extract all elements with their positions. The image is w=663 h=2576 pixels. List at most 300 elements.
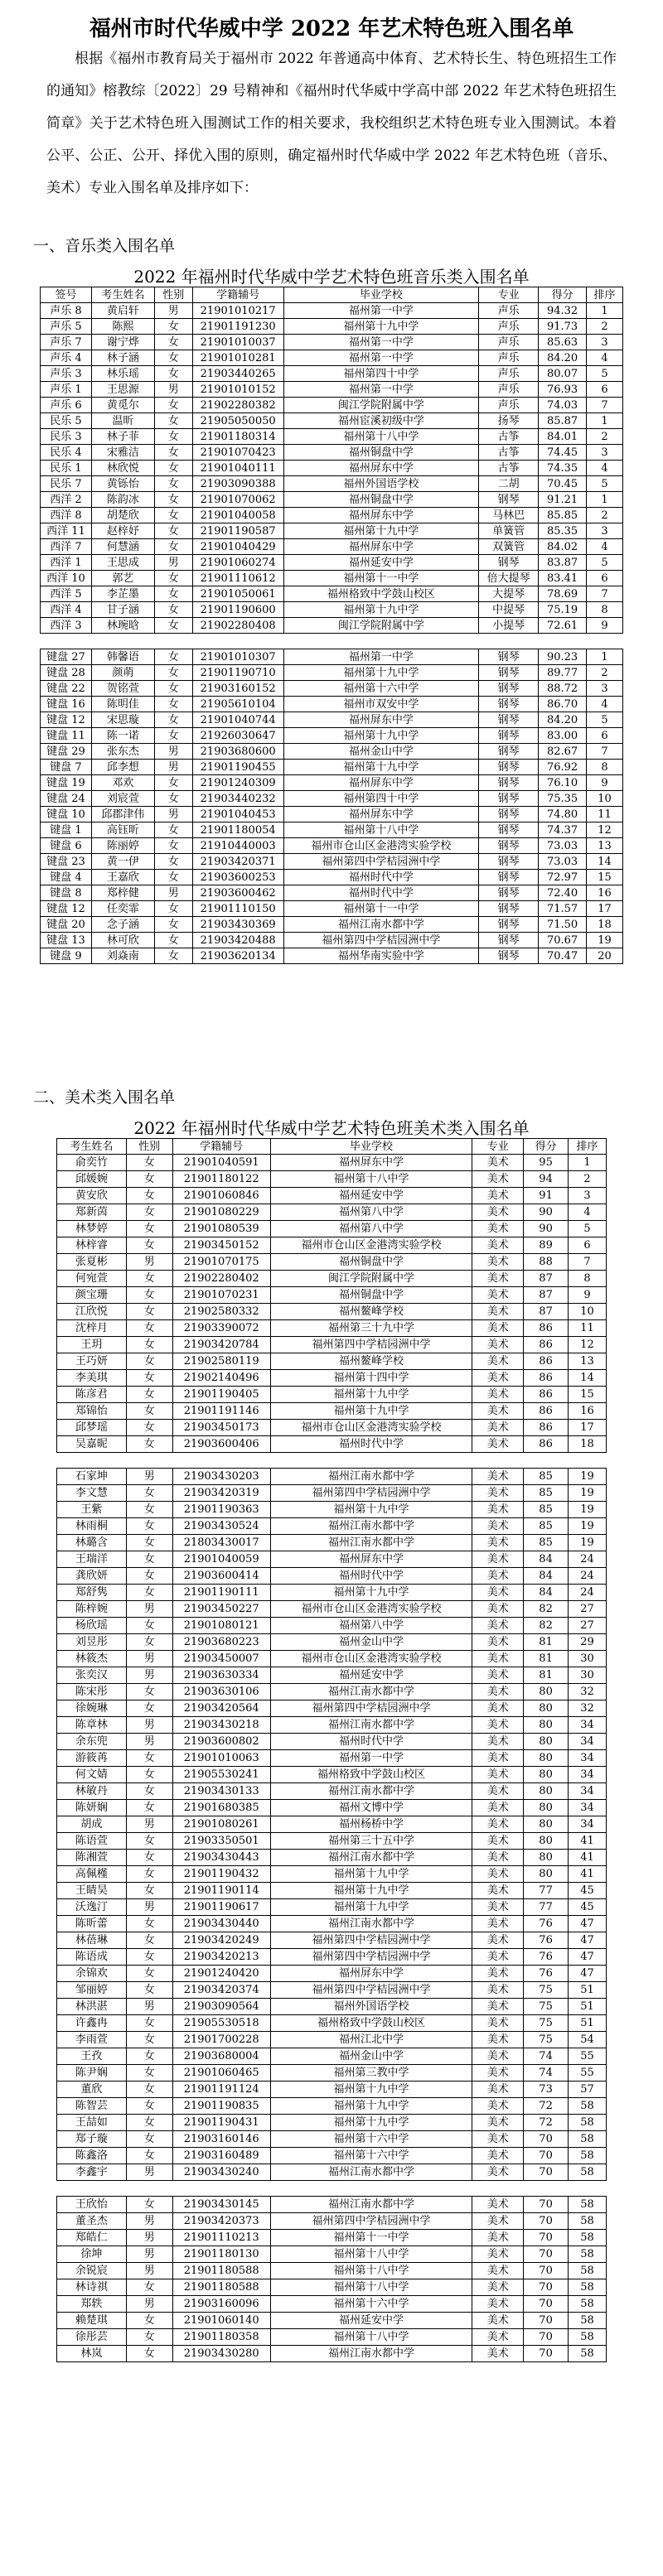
table-cell: 21903430369 xyxy=(192,917,283,933)
table-cell: 27 xyxy=(569,1618,607,1634)
table-cell: 福州时代中学 xyxy=(270,1734,472,1750)
group-spacer xyxy=(57,2181,607,2197)
table-cell: 55 xyxy=(569,2048,607,2065)
table-cell: 美术 xyxy=(472,1999,524,2015)
table-row xyxy=(57,2048,607,2065)
art-table-header xyxy=(57,1139,607,1155)
table-cell: 西洋 8 xyxy=(41,508,92,523)
table-cell: 女 xyxy=(126,2346,172,2362)
table-cell: 女 xyxy=(126,1171,172,1188)
table-cell: 女 xyxy=(126,1485,172,1502)
table-cell: 福州第十九中学 xyxy=(283,728,479,744)
table-cell: 王嘉欣 xyxy=(91,870,154,885)
table-cell: 21901700228 xyxy=(172,2032,270,2048)
table-cell: 男 xyxy=(126,1999,172,2015)
table-cell: 10 xyxy=(587,791,623,807)
table-cell: 94.32 xyxy=(539,303,587,319)
table-cell: 女 xyxy=(154,508,192,523)
column-header: 学籍辅号 xyxy=(192,287,283,303)
table-cell: 82 xyxy=(524,1618,569,1634)
table-cell: 21903430440 xyxy=(172,1916,270,1932)
table-cell: 美术 xyxy=(472,1469,524,1485)
table-row xyxy=(57,1188,607,1204)
table-cell: 21901040058 xyxy=(192,508,283,523)
table-cell: 17 xyxy=(587,901,623,917)
table-cell: 陈明佳 xyxy=(91,697,154,712)
table-cell: 男 xyxy=(126,2164,172,2181)
column-header: 专业 xyxy=(472,1139,524,1155)
table-cell: 吴嘉昵 xyxy=(57,1436,127,1453)
table-cell: 陈章林 xyxy=(57,1717,127,1734)
table-cell: 福州第八中学 xyxy=(270,1221,472,1237)
table-cell: 钢琴 xyxy=(479,728,539,744)
table-cell: 34 xyxy=(569,1717,607,1734)
table-row xyxy=(57,2082,607,2098)
table-cell: 86 xyxy=(524,1337,569,1353)
table-cell: 女 xyxy=(126,1916,172,1932)
table-cell: 89.77 xyxy=(539,665,587,681)
table-row xyxy=(57,1883,607,1899)
table-cell: 21902280382 xyxy=(192,398,283,413)
table-cell: 福州第一中学 xyxy=(283,649,479,665)
table-row xyxy=(57,1304,607,1320)
table-cell: 林梦婷 xyxy=(57,1221,127,1237)
table-cell: 福州第四中学桔园洲中学 xyxy=(270,1982,472,1999)
table-cell: 福州第十九中学 xyxy=(270,1403,472,1420)
table-cell: 21902580119 xyxy=(172,1353,270,1370)
table-cell: 美术 xyxy=(472,2230,524,2246)
table-cell: 1 xyxy=(587,649,623,665)
table-cell: 21903420784 xyxy=(172,1337,270,1353)
table-cell: 键盘 1 xyxy=(41,822,92,838)
table-cell: 颜萌 xyxy=(91,665,154,681)
table-cell: 15 xyxy=(587,870,623,885)
table-cell: 女 xyxy=(154,366,192,382)
table-cell: 黄安欣 xyxy=(57,1188,127,1204)
table-cell: 21901190405 xyxy=(172,1387,270,1403)
table-cell: 95 xyxy=(524,1155,569,1171)
table-cell: 陈智芸 xyxy=(57,2098,127,2115)
table-cell: 80 xyxy=(524,1866,569,1883)
table-row xyxy=(57,1254,607,1271)
table-cell: 郭艺 xyxy=(91,571,154,586)
table-cell: 71.50 xyxy=(539,917,587,933)
table-row xyxy=(57,1618,607,1634)
table-row xyxy=(57,2313,607,2329)
table-cell: 21903420371 xyxy=(192,854,283,870)
table-cell: 李文慧 xyxy=(57,1485,127,1502)
table-cell: 扬琴 xyxy=(479,413,539,429)
music-section-heading: 一、音乐类入围名单 xyxy=(33,237,176,255)
table-cell: 21901070231 xyxy=(172,1287,270,1304)
table-cell: 赵梓妤 xyxy=(91,523,154,539)
table-cell: 21903430218 xyxy=(172,1717,270,1734)
table-cell: 郑轶 xyxy=(57,2296,127,2313)
table-cell: 声乐 6 xyxy=(41,398,92,413)
table-cell: 21903600406 xyxy=(172,1436,270,1453)
table-cell: 王巧妍 xyxy=(57,1353,127,1370)
table-cell: 林诗祺 xyxy=(57,2279,127,2296)
table-cell: 沈梓月 xyxy=(57,1320,127,1337)
table-cell: 福州第一中学 xyxy=(283,350,479,366)
table-cell: 70.45 xyxy=(539,476,587,492)
table-cell: 81 xyxy=(524,1651,569,1667)
table-cell: 美术 xyxy=(472,1833,524,1850)
table-cell: 21901040744 xyxy=(192,712,283,728)
table-cell: 58 xyxy=(569,2213,607,2230)
table-cell: 男 xyxy=(126,2213,172,2230)
table-cell: 钢琴 xyxy=(479,744,539,760)
table-cell: 80.07 xyxy=(539,366,587,382)
table-cell: 女 xyxy=(154,649,192,665)
table-cell: 男 xyxy=(154,303,192,319)
table-row xyxy=(57,1800,607,1816)
table-cell: 声乐 xyxy=(479,382,539,398)
table-cell: 85 xyxy=(524,1535,569,1551)
table-cell: 声乐 xyxy=(479,366,539,382)
table-cell: 54 xyxy=(569,2032,607,2048)
table-cell: 21903430280 xyxy=(172,2346,270,2362)
table-cell: 宋雅洁 xyxy=(91,445,154,461)
table-cell: 林敏丹 xyxy=(57,1783,127,1800)
table-cell: 福州格致中学鼓山校区 xyxy=(270,2015,472,2032)
table-cell: 男 xyxy=(126,1601,172,1618)
table-row xyxy=(57,1568,607,1585)
table-row xyxy=(57,2065,607,2082)
table-cell: 4 xyxy=(587,539,623,555)
table-cell: 47 xyxy=(569,1932,607,1949)
table-cell: 王玥 xyxy=(57,1337,127,1353)
table-cell: 70 xyxy=(524,2246,569,2263)
table-cell: 福州外国语学校 xyxy=(270,1999,472,2015)
table-cell: 3 xyxy=(587,523,623,539)
table-cell: 美术 xyxy=(472,1403,524,1420)
table-cell: 58 xyxy=(569,2115,607,2131)
table-row xyxy=(41,838,623,854)
table-cell: 21903630334 xyxy=(172,1667,270,1684)
table-cell: 黄觅尔 xyxy=(91,398,154,413)
table-cell: 声乐 4 xyxy=(41,350,92,366)
table-cell: 美术 xyxy=(472,1254,524,1271)
table-cell: 福州市仓山区金港湾实验学校 xyxy=(270,1420,472,1436)
table-cell: 51 xyxy=(569,1999,607,2015)
table-cell: 女 xyxy=(126,1204,172,1221)
table-cell: 美术 xyxy=(472,2197,524,2213)
table-cell: 郑梓健 xyxy=(91,885,154,901)
table-cell: 女 xyxy=(126,2065,172,2082)
table-cell: 福州铜盘中学 xyxy=(283,492,479,508)
table-cell: 女 xyxy=(126,1585,172,1601)
table-cell: 21901010281 xyxy=(192,350,283,366)
table-cell: 许鑫冉 xyxy=(57,2015,127,2032)
table-row xyxy=(41,461,623,476)
table-cell: 94 xyxy=(524,1171,569,1188)
table-cell: 72.61 xyxy=(539,618,587,634)
table-cell: 51 xyxy=(569,1982,607,1999)
table-cell: 83.00 xyxy=(539,728,587,744)
table-cell: 福州屏东中学 xyxy=(283,807,479,822)
table-row xyxy=(41,366,623,382)
table-cell: 福州第一中学 xyxy=(283,382,479,398)
table-cell: 女 xyxy=(154,901,192,917)
table-row xyxy=(57,1783,607,1800)
table-cell: 福州第十六中学 xyxy=(270,2131,472,2148)
table-row xyxy=(41,429,623,445)
table-cell: 13 xyxy=(569,1353,607,1370)
table-cell: 沃逸汀 xyxy=(57,1899,127,1916)
table-cell: 徐婉琳 xyxy=(57,1700,127,1717)
table-cell: 女 xyxy=(126,1783,172,1800)
table-cell: 85.85 xyxy=(539,508,587,523)
table-cell: 21901050061 xyxy=(192,586,283,602)
table-row xyxy=(41,571,623,586)
table-cell: 女 xyxy=(154,398,192,413)
table-cell: 声乐 7 xyxy=(41,335,92,350)
table-cell: 女 xyxy=(126,1155,172,1171)
table-cell: 美术 xyxy=(472,1535,524,1551)
table-cell: 福州第三十九中学 xyxy=(270,1320,472,1337)
table-row xyxy=(57,1684,607,1700)
table-cell: 21902280402 xyxy=(172,1271,270,1287)
table-cell: 8 xyxy=(569,1271,607,1287)
table-row xyxy=(57,1436,607,1453)
table-cell: 女 xyxy=(126,2313,172,2329)
table-cell: 72.40 xyxy=(539,885,587,901)
table-cell: 32 xyxy=(569,1684,607,1700)
table-cell: 74.45 xyxy=(539,445,587,461)
table-cell: 钢琴 xyxy=(479,822,539,838)
table-cell: 钢琴 xyxy=(479,854,539,870)
table-cell: 73.03 xyxy=(539,838,587,854)
table-row xyxy=(57,1999,607,2015)
table-row xyxy=(57,1204,607,1221)
table-cell: 女 xyxy=(126,1320,172,1337)
table-cell: 陈宋彤 xyxy=(57,1684,127,1700)
table-cell: 陈彦君 xyxy=(57,1387,127,1403)
table-cell: 女 xyxy=(126,2032,172,2048)
table-cell: 21901060465 xyxy=(172,2065,270,2082)
table-cell: 美术 xyxy=(472,1684,524,1700)
table-cell: 8 xyxy=(587,602,623,618)
table-cell: 王思成 xyxy=(91,555,154,571)
table-cell: 美术 xyxy=(472,1966,524,1982)
table-cell: 钢琴 xyxy=(479,555,539,571)
table-cell: 21901190431 xyxy=(172,2115,270,2131)
table-row xyxy=(41,854,623,870)
table-cell: 女 xyxy=(126,2015,172,2032)
table-cell: 76 xyxy=(524,1932,569,1949)
table-cell: 女 xyxy=(154,712,192,728)
table-cell: 美术 xyxy=(472,2263,524,2279)
table-row xyxy=(57,1518,607,1535)
column-header: 得分 xyxy=(524,1139,569,1155)
table-cell: 4 xyxy=(569,1204,607,1221)
table-row xyxy=(57,1717,607,1734)
table-cell: 41 xyxy=(569,1833,607,1850)
document-title: 福州市时代华威中学 2022 年艺术特色班入围名单 xyxy=(89,17,574,41)
table-cell: 70 xyxy=(524,2313,569,2329)
table-cell: 21903680223 xyxy=(172,1634,270,1651)
table-cell: 21926030647 xyxy=(192,728,283,744)
table-cell: 声乐 3 xyxy=(41,366,92,382)
table-row xyxy=(57,1585,607,1601)
table-cell: 福州第四十中学 xyxy=(283,366,479,382)
column-header: 性别 xyxy=(126,1139,172,1155)
table-row xyxy=(57,1750,607,1767)
table-cell: 女 xyxy=(126,1436,172,1453)
table-cell: 福州第十一中学 xyxy=(283,901,479,917)
table-cell: 谢宁烨 xyxy=(91,335,154,350)
table-cell: 美术 xyxy=(472,1353,524,1370)
table-cell: 70 xyxy=(524,2148,569,2164)
table-cell: 张东杰 xyxy=(91,744,154,760)
table-cell: 6 xyxy=(587,571,623,586)
table-cell: 21901240309 xyxy=(192,775,283,791)
table-cell: 福州江南水都中学 xyxy=(270,1717,472,1734)
table-cell: 女 xyxy=(126,1866,172,1883)
table-cell: 9 xyxy=(587,775,623,791)
table-cell: 21903620134 xyxy=(192,948,283,964)
table-cell: 2 xyxy=(587,319,623,335)
table-cell: 73 xyxy=(524,2082,569,2098)
table-cell: 福州外国语学校 xyxy=(283,476,479,492)
table-cell: 21905530518 xyxy=(172,2015,270,2032)
table-row xyxy=(57,1899,607,1916)
table-row xyxy=(57,1535,607,1551)
table-cell: 键盘 19 xyxy=(41,775,92,791)
table-cell: 男 xyxy=(154,382,192,398)
table-cell: 女 xyxy=(126,2279,172,2296)
table-cell: 21901190710 xyxy=(192,665,283,681)
table-cell: 84 xyxy=(524,1585,569,1601)
table-cell: 78.69 xyxy=(539,586,587,602)
table-cell: 美术 xyxy=(472,2115,524,2131)
table-cell: 陈妍娴 xyxy=(57,1800,127,1816)
table-cell: 13 xyxy=(587,838,623,854)
table-cell: 杨欣瑶 xyxy=(57,1618,127,1634)
table-cell: 声乐 xyxy=(479,303,539,319)
table-cell: 女 xyxy=(126,1370,172,1387)
table-row xyxy=(41,697,623,712)
table-cell: 15 xyxy=(569,1387,607,1403)
table-cell: 王紫 xyxy=(57,1502,127,1518)
table-cell: 钢琴 xyxy=(479,492,539,508)
table-row xyxy=(57,2197,607,2213)
table-cell: 西洋 5 xyxy=(41,586,92,602)
table-cell: 80 xyxy=(524,1750,569,1767)
table-cell: 女 xyxy=(126,1535,172,1551)
table-cell: 键盘 22 xyxy=(41,681,92,697)
table-cell: 90 xyxy=(524,1221,569,1237)
table-cell: 福州市双安中学 xyxy=(283,697,479,712)
table-cell: 女 xyxy=(126,1850,172,1866)
table-cell: 21901180314 xyxy=(192,429,283,445)
table-row xyxy=(57,1982,607,1999)
table-cell: 74 xyxy=(524,2048,569,2065)
table-cell: 72.97 xyxy=(539,870,587,885)
table-cell: 美术 xyxy=(472,1502,524,1518)
table-cell: 85.63 xyxy=(539,335,587,350)
table-cell: 19 xyxy=(569,1518,607,1535)
table-cell: 男 xyxy=(154,807,192,822)
table-cell: 女 xyxy=(126,1982,172,1999)
table-row xyxy=(57,1634,607,1651)
table-row xyxy=(41,870,623,885)
table-cell: 美术 xyxy=(472,1420,524,1436)
table-cell: 福州江南水都中学 xyxy=(270,1684,472,1700)
table-cell: 陈昕蕾 xyxy=(57,1916,127,1932)
table-cell: 21903440232 xyxy=(192,791,283,807)
table-cell: 75 xyxy=(524,2015,569,2032)
table-cell: 27 xyxy=(569,1601,607,1618)
table-cell: 美术 xyxy=(472,1717,524,1734)
table-cell: 张奕汉 xyxy=(57,1667,127,1684)
table-row xyxy=(41,760,623,775)
table-cell: 美术 xyxy=(472,1618,524,1634)
table-cell: 女 xyxy=(154,429,192,445)
table-cell: 6 xyxy=(569,1237,607,1254)
table-cell: 21903090564 xyxy=(172,1999,270,2015)
table-row xyxy=(57,2098,607,2115)
table-row xyxy=(57,1833,607,1850)
table-cell: 女 xyxy=(154,539,192,555)
table-cell: 女 xyxy=(126,1502,172,1518)
table-cell: 陈语萱 xyxy=(57,1833,127,1850)
table-cell: 女 xyxy=(154,665,192,681)
table-cell: 女 xyxy=(126,1188,172,1204)
table-row xyxy=(57,1271,607,1287)
table-row xyxy=(41,382,623,398)
table-cell: 1 xyxy=(587,303,623,319)
table-cell: 女 xyxy=(126,2082,172,2098)
table-cell: 女 xyxy=(126,1634,172,1651)
table-cell: 闽江学院附属中学 xyxy=(283,618,479,634)
table-cell: 21905050050 xyxy=(192,413,283,429)
table-cell: 何宛萱 xyxy=(57,1271,127,1287)
table-cell: 2 xyxy=(587,508,623,523)
table-cell: 81 xyxy=(524,1667,569,1684)
table-cell: 58 xyxy=(569,2263,607,2279)
table-cell: 福州第四中学桔园洲中学 xyxy=(283,933,479,948)
table-cell: 美术 xyxy=(472,1287,524,1304)
table-cell: 福州第十八中学 xyxy=(270,2246,472,2263)
table-cell: 西洋 7 xyxy=(41,539,92,555)
table-cell: 9 xyxy=(569,1287,607,1304)
table-cell: 34 xyxy=(569,1734,607,1750)
table-cell: 福州第十六中学 xyxy=(270,2148,472,2164)
table-cell: 马林巴 xyxy=(479,508,539,523)
table-row xyxy=(57,2329,607,2346)
table-row xyxy=(57,1403,607,1420)
table-cell: 女 xyxy=(154,523,192,539)
table-cell: 键盘 29 xyxy=(41,744,92,760)
table-cell: 福州铜盘中学 xyxy=(270,1287,472,1304)
table-cell: 韩馨语 xyxy=(91,649,154,665)
table-cell: 福州第四中学桔园洲中学 xyxy=(283,854,479,870)
table-cell: 女 xyxy=(154,948,192,964)
table-cell: 美术 xyxy=(472,1485,524,1502)
table-cell: 90 xyxy=(524,1204,569,1221)
table-cell: 21903160096 xyxy=(172,2296,270,2313)
table-cell: 21901191146 xyxy=(172,1403,270,1420)
table-cell: 女 xyxy=(126,1750,172,1767)
table-cell: 21903630106 xyxy=(172,1684,270,1700)
table-row xyxy=(41,901,623,917)
table-row xyxy=(41,885,623,901)
table-cell: 声乐 xyxy=(479,319,539,335)
table-cell: 24 xyxy=(569,1568,607,1585)
table-cell: 70 xyxy=(524,2296,569,2313)
